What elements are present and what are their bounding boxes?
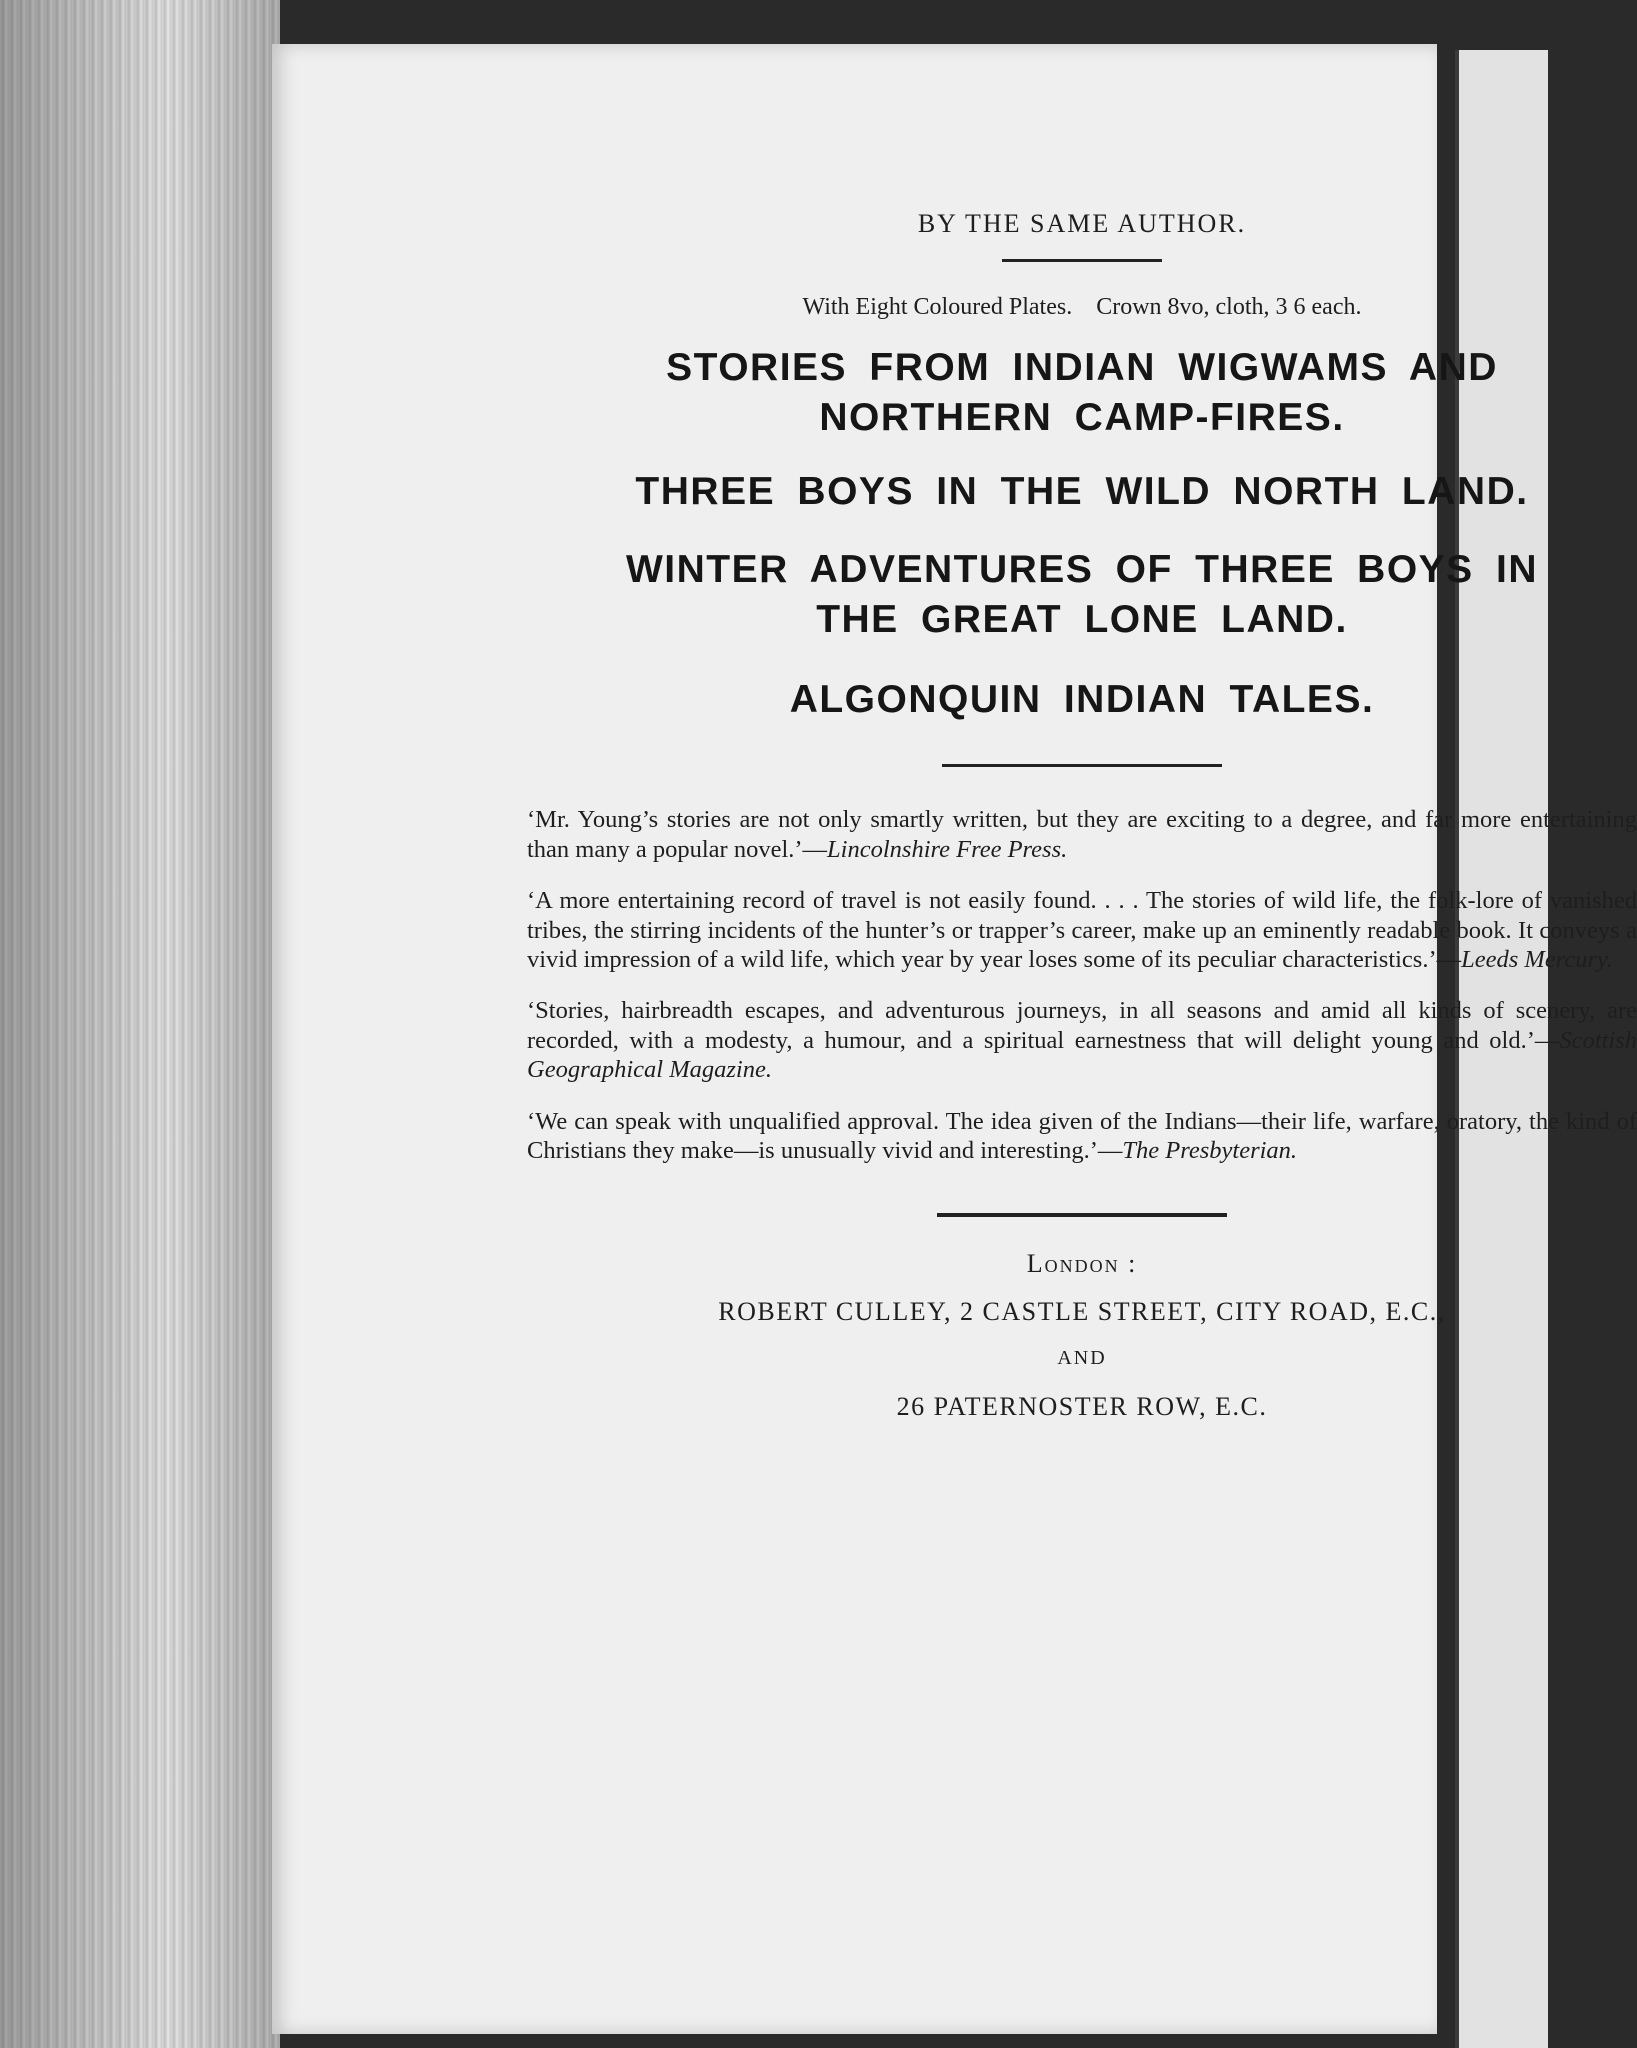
review-quote: ‘A more entertaining record of travel is not easily found. . . . The stories of wild life, the folk-lore of vanished tribes, the stirring incidents of the hunter’s or trapper’s career, make up an eminently readable book. It conveys a vivid impression of a wild life, which year by year loses some of its peculiar characteristics.’— [527, 887, 1637, 973]
review-lincolnshire [527, 805, 1637, 864]
book-title-winter-adventures [527, 545, 1637, 645]
book-page [272, 44, 1637, 2034]
divider-rule [937, 1213, 1227, 1217]
imprint-city: London : [1026, 1249, 1138, 1279]
book-page-edges [0, 0, 280, 2048]
edition-line [527, 294, 1637, 321]
review-quote: ‘Stories, hairbreadth escapes, and adventurous journeys, in all seasons and amid all kinds of scenery, are recorded, with a modesty, a humour, and a spiritual earnestness that will delight young and old.’— [527, 997, 1637, 1054]
imprint-address-2: 26 PATERNOSTER ROW, E.C. [896, 1392, 1268, 1422]
title-line: THREE BOYS IN THE WILD NORTH LAND. [635, 469, 1529, 513]
review-source: Lincolnshire Free Press. [827, 835, 1068, 863]
review-quote: ‘We can speak with unqualified approval. The idea given of the Indians—their life, warfare, oratory, the kind of Christians they make—is unusually vivid and interesting.’— [527, 1107, 1637, 1164]
title-line: ALGONQUIN INDIAN TALES. [789, 677, 1375, 721]
imprint-address-1: ROBERT CULLEY, 2 CASTLE STREET, CITY ROAD, E.C., [718, 1297, 1446, 1327]
divider-rule [1002, 259, 1162, 262]
title-line: WINTER ADVENTURES OF THREE BOYS IN [625, 547, 1539, 591]
review-quote: ‘Mr. Young’s stories are not only smartly written, but they are exciting to a degree, and far more entertaining than many a popular novel.’— [527, 806, 1637, 863]
edition-price: Crown 8vo, cloth, 3 6 each. [1096, 294, 1362, 320]
divider-rule [942, 764, 1222, 767]
press-reviews [527, 805, 1637, 1165]
review-leeds [527, 886, 1637, 974]
review-source: Leeds Mercury. [1461, 946, 1613, 973]
review-source: The Presbyterian. [1122, 1136, 1298, 1164]
imprint-and: AND [1057, 1347, 1107, 1370]
book-title-three-boys [527, 467, 1637, 517]
title-line: STORIES FROM INDIAN WIGWAMS AND [666, 346, 1498, 389]
page-content [527, 209, 1637, 1422]
book-title-algonquin [527, 675, 1637, 725]
title-line: NORTHERN CAMP-FIRES. [819, 395, 1345, 439]
review-presbyterian [527, 1107, 1637, 1166]
title-line: THE GREAT LONE LAND. [816, 597, 1348, 641]
review-source: Scottish Geographical Magazine. [527, 1026, 1637, 1084]
header-by-same-author: BY THE SAME AUTHOR. [917, 209, 1247, 238]
review-scottish [527, 996, 1637, 1084]
book-title-stories-wigwams [527, 343, 1637, 443]
edition-plates: With Eight Coloured Plates. [802, 294, 1073, 320]
